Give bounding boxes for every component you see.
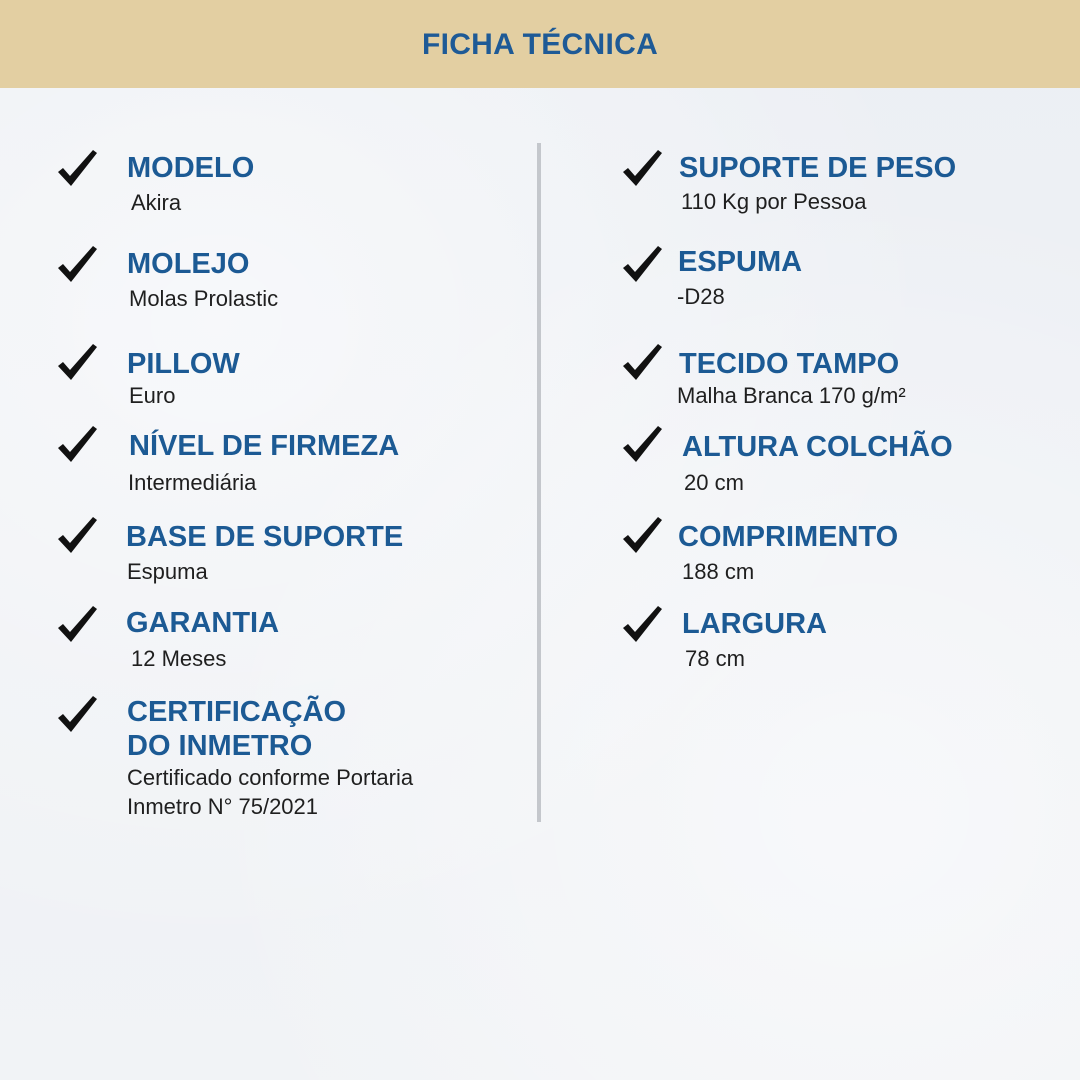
checkmark-icon	[55, 693, 99, 735]
spec-value: Intermediária	[128, 470, 257, 495]
checkmark-icon	[55, 341, 99, 383]
column-divider	[537, 143, 541, 822]
checkmark-icon	[620, 341, 664, 383]
checkmark-icon	[55, 243, 99, 285]
spec-value: 188 cm	[682, 559, 755, 584]
spec-value: 12 Meses	[131, 646, 227, 671]
spec-label: COMPRIMENTO	[678, 521, 899, 553]
spec-label: GARANTIA	[126, 607, 280, 639]
header-banner	[0, 0, 1080, 88]
spec-label: PILLOW	[127, 348, 240, 380]
spec-label: MODELO	[127, 152, 255, 184]
spec-value: Certificado conforme Portaria	[127, 765, 414, 790]
checkmark-icon	[620, 423, 664, 465]
spec-label: MOLEJO	[127, 248, 250, 280]
spec-value: Euro	[129, 383, 176, 408]
spec-value: 110 Kg por Pessoa	[681, 189, 867, 214]
checkmark-icon	[55, 147, 99, 189]
spec-label: LARGURA	[682, 608, 827, 640]
page-title: FICHA TÉCNICA	[421, 28, 659, 61]
spec-value: Espuma	[127, 559, 208, 584]
checkmark-icon	[55, 603, 99, 645]
spec-label: BASE DE SUPORTE	[126, 521, 404, 553]
checkmark-icon	[620, 147, 664, 189]
spec-value: -D28	[677, 284, 725, 309]
spec-label: NÍVEL DE FIRMEZA	[129, 430, 400, 462]
spec-label: SUPORTE DE PESO	[679, 152, 957, 184]
checkmark-icon	[55, 423, 99, 465]
spec-value: Molas Prolastic	[129, 286, 279, 311]
spec-label: ESPUMA	[678, 246, 803, 278]
spec-label: ALTURA COLCHÃO	[682, 431, 953, 463]
checkmark-icon	[55, 514, 99, 556]
spec-value: Malha Branca 170 g/m²	[677, 383, 906, 408]
spec-value: 20 cm	[684, 470, 744, 495]
spec-label: DO INMETRO	[127, 730, 313, 762]
checkmark-icon	[620, 603, 664, 645]
checkmark-icon	[620, 243, 664, 285]
spec-label: TECIDO TAMPO	[679, 348, 900, 380]
spec-value: Inmetro N° 75/2021	[127, 794, 319, 819]
spec-value: 78 cm	[685, 646, 745, 671]
spec-value: Akira	[131, 190, 182, 215]
checkmark-icon	[620, 514, 664, 556]
spec-label: CERTIFICAÇÃO	[127, 696, 347, 728]
